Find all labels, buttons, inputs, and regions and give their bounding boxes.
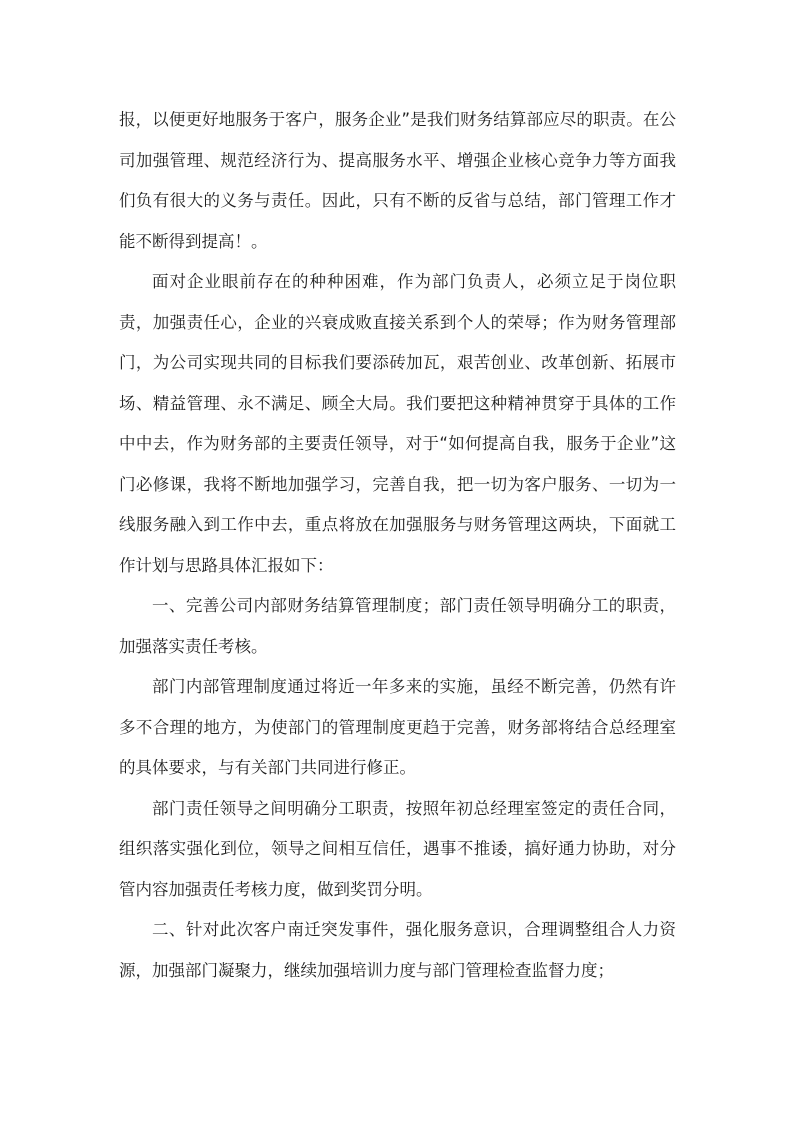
body-text — [119, 100, 676, 991]
paragraph-internal-management: 部门内部管理制度通过将近一年多来的实施，虽经不断完善，仍然有许多不合理的地方，为使部门的管理制度更趋于完善，财务部将结合总经理室的具体要求，与有关部门共同进行修正。 — [119, 677, 676, 777]
paragraph-section-one-heading: 一、完善公司内部财务结算管理制度；部门责任领导明确分工的职责，加强落实责任考核。 — [119, 596, 676, 656]
paragraph-continuation: 报，以便更好地服务于客户，服务企业”是我们财务结算部应尽的职责。在公司加强管理、规范经济行为、提高服务水平、增强企业核心竞争力等方面我们负有很大的义务与责任。因此，只有不断的反省与总结，部门管理工作才能不断得到提高！。 — [119, 110, 676, 251]
paragraph-leadership-division: 部门责任领导之间明确分工职责，按照年初总经理室签定的责任合同，组织落实强化到位，领导之间相互信任，遇事不推诿，搞好通力协助，对分管内容加强责任考核力度，做到奖罚分明。 — [119, 798, 676, 899]
paragraph-section-two-heading: 二、针对此次客户南迁突发事件，强化服务意识，合理调整组合人力资源，加强部门凝聚力，继续加强培训力度与部门管理检查监督力度； — [119, 920, 676, 980]
paragraph-department-responsibility: 面对企业眼前存在的种种困难，作为部门负责人，必须立足于岗位职责，加强责任心，企业的兴衰成败直接关系到个人的荣辱；作为财务管理部门，为公司实现共同的目标我们要添砖加瓦，艰苦创业、改革创新、拓展市场、精益管理、永不满足、顾全大局。我们要把这种精神贯穿于具体的工作中中去，作为财务部的主要责任领导，对于“如何提高自我，服务于企业”这门必修课，我将不断地加强学习，完善自我，把一切为客户服务、一切为一线服务融入到工作中去，重点将放在加强服务与财务管理这两块，下面就工作计划与思路具体汇报如下： — [119, 272, 676, 575]
